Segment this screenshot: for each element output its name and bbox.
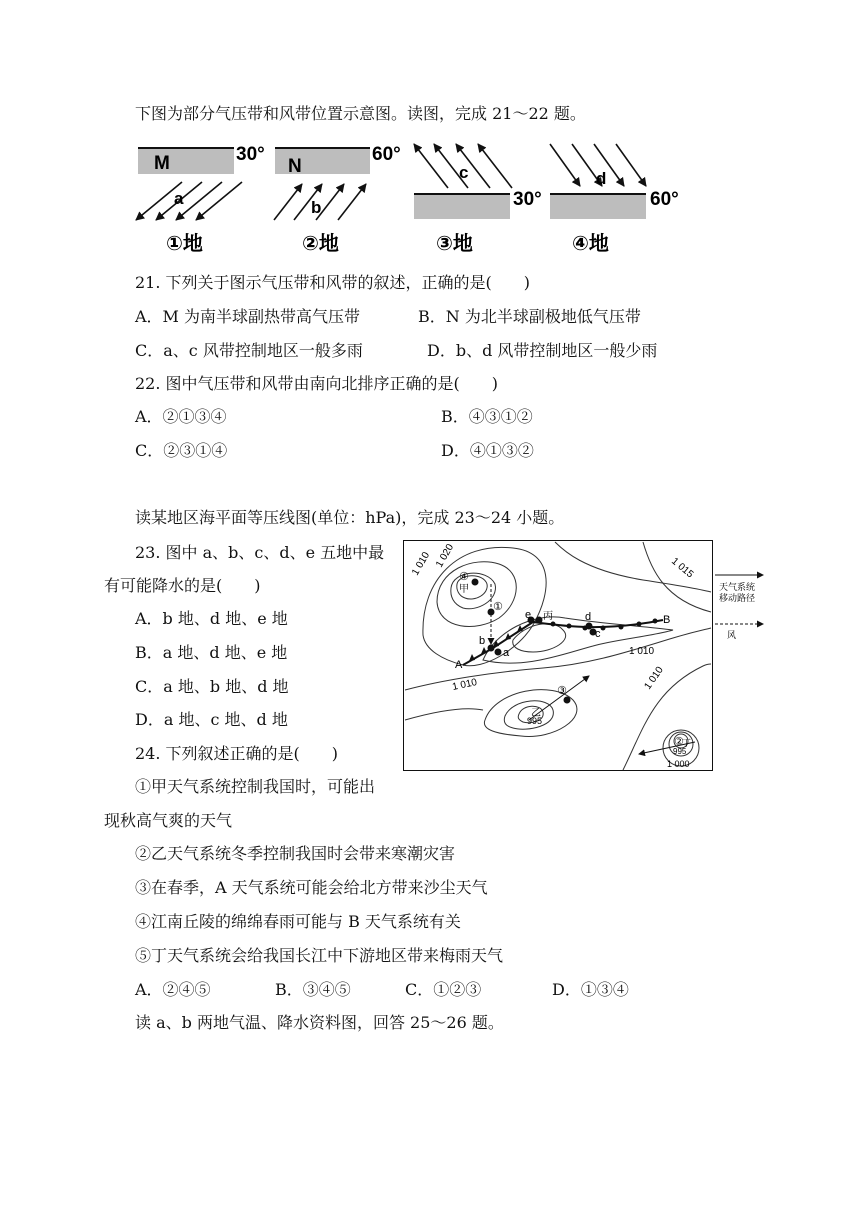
intro-21-22: 下图为部分气压带和风带位置示意图。读图，完成 21～22 题。 [135, 104, 586, 123]
q21-option-b: B．N 为北半球副极地低气压带 [418, 307, 641, 326]
q24-option-a: A．②④⑤ [135, 980, 211, 999]
band-m-label: M [154, 153, 170, 174]
q22-stem: 22. 图中气压带和风带由南向北排序正确的是( ) [135, 374, 499, 393]
q24-option-d: D．①③④ [552, 980, 629, 999]
q23-option-b: B．a 地、d 地、e 地 [135, 643, 288, 662]
iso-1010-label-d: 1 010 [642, 664, 666, 692]
q24-statement-2: ②乙天气系统冬季控制我国时会带来寒潮灾害 [135, 844, 456, 863]
iso-1020-label: 1 020 [434, 542, 457, 570]
q24-statement-1a: ①甲天气系统控制我国时，可能出 [135, 777, 376, 796]
q24-statement-3: ③在春季，A 天气系统可能会给北方带来沙尘天气 [135, 878, 488, 897]
caption-1: ①地 [166, 233, 203, 255]
q24-option-b: B．③④⑤ [275, 980, 351, 999]
q22-option-b: B．④③①② [441, 407, 533, 426]
wind-d-label: d [596, 169, 607, 188]
caption-3: ③地 [436, 233, 473, 255]
iso-1000-label: 1 000 [667, 759, 690, 769]
circle-3-label: ③ [557, 685, 567, 697]
pressure-wind-belt-figure [130, 138, 700, 260]
band-n-label: N [288, 156, 302, 177]
bing-label: 丙 [543, 611, 553, 622]
iso-1010-label-a: 1 010 [410, 550, 433, 578]
q22-option-c: C．②③①④ [135, 441, 228, 460]
wind-c-label: c [459, 163, 469, 182]
q22-option-d: D．④①③② [441, 441, 534, 460]
intro-23-24: 读某地区海平面等压线图(单位：hPa)，完成 23～24 小题。 [135, 508, 565, 527]
q23-option-d: D．a 地、c 地、d 地 [135, 710, 288, 729]
q24-stem: 24. 下列叙述正确的是( ) [135, 744, 339, 763]
q23-option-a: A．b 地、d 地、e 地 [135, 609, 288, 628]
iso-1015-label: 1 015 [669, 555, 696, 581]
intro-25-26: 读 a、b 两地气温、降水资料图，回答 25～26 题。 [135, 1013, 504, 1032]
point-d-label: d [585, 611, 592, 623]
isobar-map [403, 540, 775, 772]
panel-3 [414, 144, 542, 255]
panel-2 [274, 144, 401, 255]
wind-a-label: a [174, 189, 184, 208]
wind-b-label: b [311, 198, 322, 217]
q24-statement-5: ⑤丁天气系统会给我国长江中下游地区带来梅雨天气 [135, 946, 504, 965]
lat-30-label-3: 30° [513, 189, 542, 210]
q24-option-c: C．①②③ [405, 980, 482, 999]
q23-stem-line1: 23. 图中 a、b、c、d、e 五地中最 [135, 543, 385, 562]
ding-label: 丁 [682, 738, 692, 748]
q24-statement-4: ④江南丘陵的绵绵春雨可能与 B 天气系统有关 [135, 912, 461, 931]
q21-option-a: A．M 为南半球副热带高气压带 [135, 307, 361, 326]
point-c-label: c [595, 628, 601, 640]
caption-2: ②地 [302, 233, 339, 255]
legend-wind-label: 风 [727, 630, 737, 640]
jia-label: 甲 [459, 584, 469, 595]
lat-60-label: 60° [372, 144, 401, 165]
point-b-label: b [479, 635, 486, 647]
q22-option-a: A．②①③④ [135, 407, 227, 426]
iso-1010-label-b: 1 010 [629, 646, 655, 657]
circle-4-label: ④ [459, 571, 469, 583]
lat-30-label: 30° [236, 144, 265, 165]
caption-4: ④地 [572, 233, 609, 255]
circle-1-label: ① [493, 601, 503, 613]
point-a-label: a [503, 647, 510, 659]
circle-2-label: ② [674, 736, 684, 748]
yi-label: 乙 [531, 708, 541, 719]
iso-1010-label-c: 1 010 [451, 676, 479, 693]
iso-995-label-a: 995 [527, 716, 543, 726]
q21-option-c: C．a、c 风带控制地区一般多雨 [135, 341, 363, 360]
front-a-label: A [455, 659, 463, 671]
q21-option-d: D．b、d 风带控制地区一般少雨 [427, 341, 658, 360]
legend-path-label-2: 移动路径 [719, 593, 756, 603]
panel-4 [550, 144, 679, 255]
q24-statement-1b: 现秋高气爽的天气 [104, 811, 233, 830]
point-e-label: e [525, 609, 532, 621]
front-b-label: B [663, 614, 671, 626]
panel-1 [136, 144, 265, 255]
iso-995-label-b: 995 [673, 747, 687, 756]
legend-path-label: 天气系统 [719, 582, 756, 592]
q23-stem-line2: 有可能降水的是( ) [104, 576, 261, 595]
q21-stem: 21. 下列关于图示气压带和风带的叙述，正确的是( ) [135, 273, 531, 292]
q23-option-c: C．a 地、b 地、d 地 [135, 677, 289, 696]
lat-60-label-4: 60° [650, 189, 679, 210]
